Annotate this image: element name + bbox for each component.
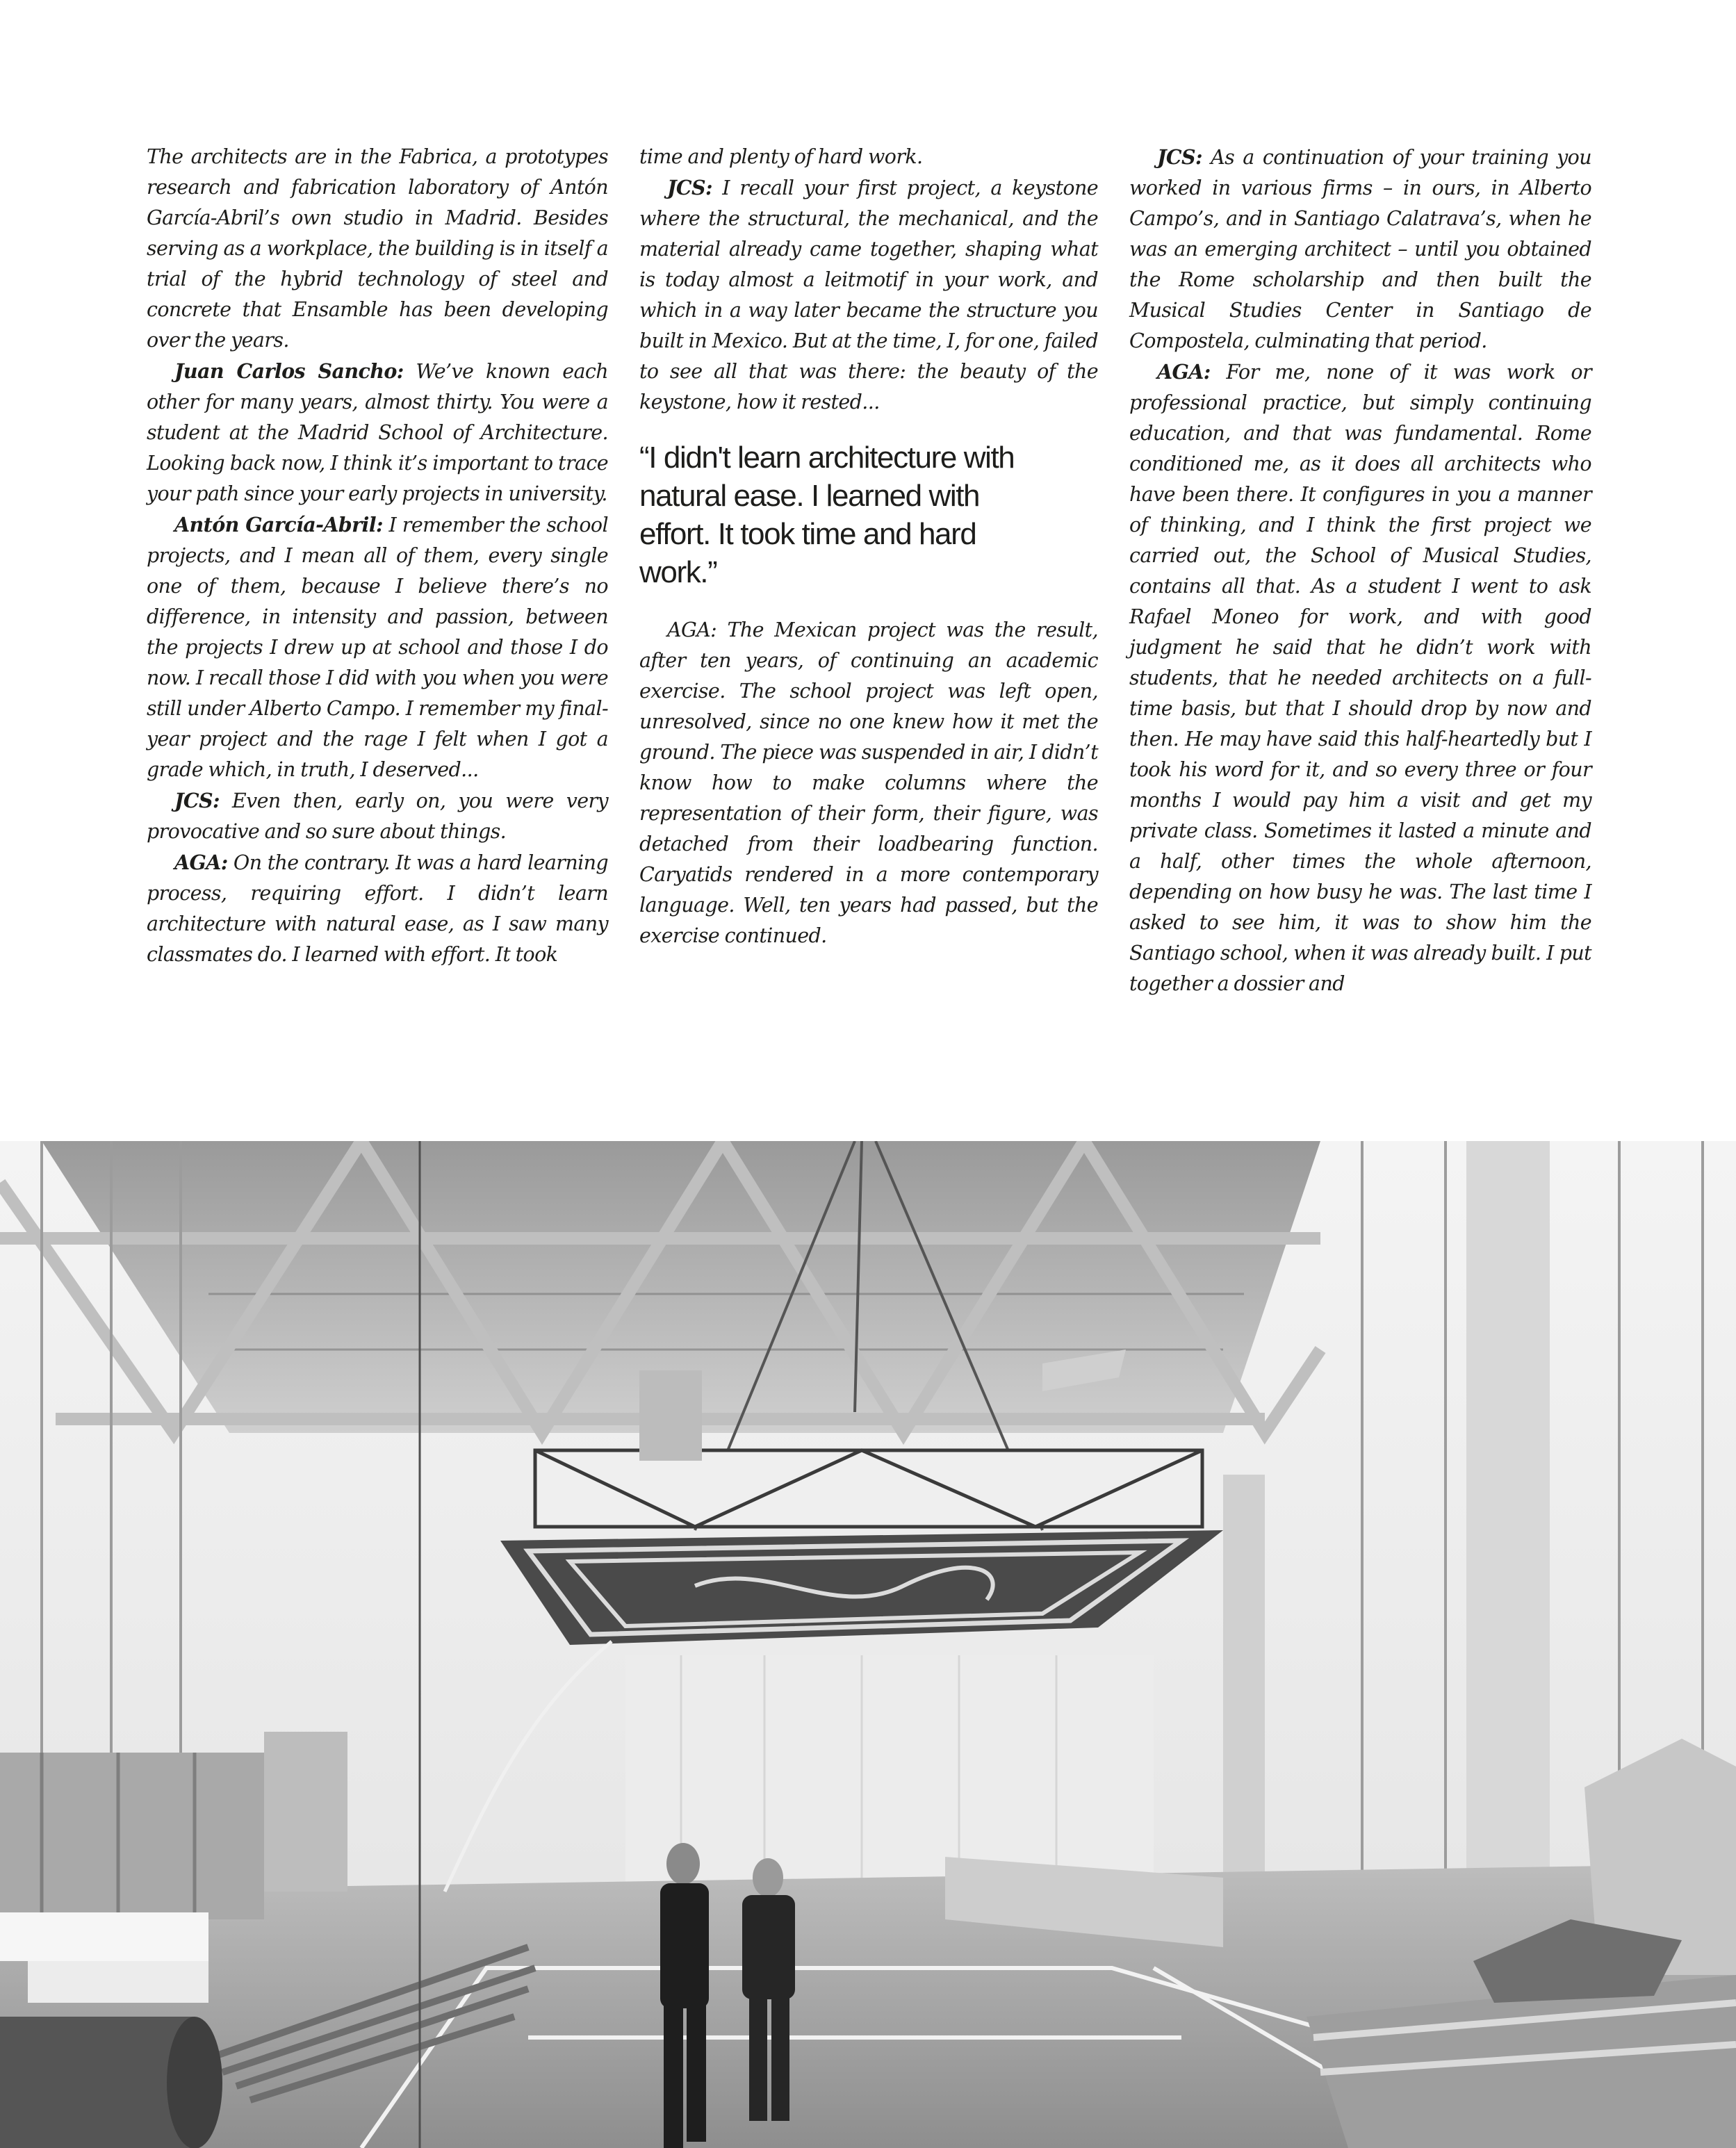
paragraph-text: On the contrary. It was a hard learning process, requiring effort. I didn’t learn architecture with natural ease, as I saw many classmates do. I learned with effort. It took	[147, 851, 608, 966]
speaker-label: JCS:	[1157, 145, 1202, 169]
interview-paragraph	[147, 785, 608, 847]
paragraph-text: The architects are in the Fabrica, a prototypes research and fabrication laboratory of Antón García-Abril’s own studio in Madrid. Besides serving as a workplace, the building is in itself a trial of the hybrid technology of steel and concrete that Ensamble has been developing over the years.	[147, 145, 608, 352]
interview-paragraph	[147, 509, 608, 785]
paragraph-text: The Mexican project was the result, after ten years, of continuing an academic exercise. The school project was left open, unresolved, since no one knew how it met the ground. The piece was suspended in air, I didn’t know how to make columns where the representation of their form, their figure, was detached from their loadbearing function. Caryatids rendered in a more contemporary language. Well, ten years had passed, but the exercise continued.	[639, 618, 1098, 947]
paragraph-text: time and plenty of hard work.	[639, 145, 923, 168]
interview-paragraph	[147, 356, 608, 509]
paragraph-text: We’ve known each other for many years, almost thirty. You were a student at the Madrid School of Architecture. Looking back now, I think it’s important to trace your path since your early projects in university.	[147, 360, 608, 505]
speaker-label: Juan Carlos Sancho:	[174, 359, 404, 383]
interview-paragraph	[639, 172, 1098, 418]
intro-paragraph	[147, 142, 608, 356]
speaker-label: JCS:	[174, 789, 220, 812]
speaker-label: AGA:	[667, 618, 717, 641]
speaker-label: Antón García-Abril:	[174, 513, 383, 536]
interview-paragraph	[639, 615, 1098, 951]
paragraph-text: As a continuation of your training you worked in various firms – in ours, in Alberto Campo’s, and in Santiago Calatrava’s, when he was an emerging architect – until you obtained the Rome scholarship and then built the Musical Studies Center in Santiago de Compostela, culminating that period.	[1129, 146, 1591, 352]
paragraph-text: For me, none of it was work or professional practice, but simply continuing education, and that was fundamental. Rome conditioned me, as it does all architects who have been there. It configures in you a manner of thinking, and I think the first project we carried out, the School of Musical Studies, contains all that. As a student I went to ask Rafael Moneo for work, and with good judgment he said that he didn’t work with students, that he needed architects on a full-time basis, but that I should drop by now and then. He may have said this half-heartedly but I took his word for it, and so every three or four months I would pay him a visit and get my private class. Sometimes it lasted a minute and a half, other times the whole afternoon, depending on how busy he was. The last time I asked to see him, it was to show him the Santiago school, when it was already built. I put together a dossier and	[1129, 361, 1591, 995]
paragraph-text: Even then, early on, you were very provocative and so sure about things.	[147, 789, 608, 843]
paragraph-text: I recall your first project, a keystone where the structural, the mechanical, and the material already came together, shaping what is today almost a leitmotif in your work, and which in a way later became the structure you built in Mexico. But at the time, I, for one, failed to see all that was there: the beauty of the keystone, how it rested...	[639, 177, 1098, 413]
speaker-label: AGA:	[1157, 360, 1211, 384]
workshop-photograph	[0, 1141, 1736, 2148]
text-column-1	[147, 142, 608, 970]
text-column-2	[639, 142, 1098, 951]
interview-paragraph	[1129, 142, 1591, 356]
interview-paragraph	[1129, 356, 1591, 999]
pull-quote: “I didn't learn architecture with natural ease. I learned with effort. It took time and hard work.”	[639, 441, 1015, 589]
text-column-3	[1129, 142, 1591, 999]
continued-paragraph	[639, 142, 1098, 172]
interview-paragraph	[147, 847, 608, 970]
speaker-label: JCS:	[667, 176, 712, 199]
paragraph-text: I remember the school projects, and I mean all of them, every single one of them, because I believe there’s no difference, in intensity and passion, between the projects I drew up at school and those I do now. I recall those I did with you when you were still under Alberto Campo. I remember my final-year project and the rage I felt when I got a grade which, in truth, I deserved...	[147, 514, 609, 781]
speaker-label: AGA:	[174, 851, 228, 874]
photo-illustration	[0, 1141, 1736, 2148]
